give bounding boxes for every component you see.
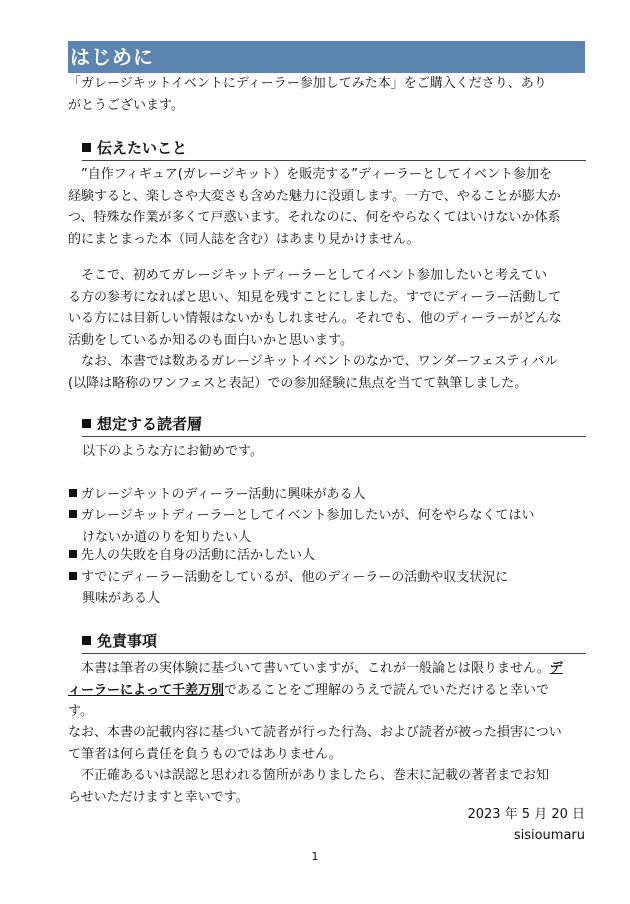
list-item-text: ガレージキットのディーラー活動に興味がある人 xyxy=(81,487,366,502)
date-text: 2023 年 5 月 20 日 xyxy=(467,807,585,822)
disclaimer-paragraph-3 xyxy=(68,765,586,808)
message-paragraph-1 xyxy=(68,164,586,250)
disclaimer-paragraph-1 xyxy=(68,658,586,723)
text-line: いる方には目新しい情報はないかもしれません。それでも、他のディーラーがどんな xyxy=(68,311,562,326)
square-bullet-icon xyxy=(69,572,77,580)
page-title: はじめに xyxy=(68,41,585,73)
intro-line: がとうございます。 xyxy=(68,97,184,113)
section-heading-text: 伝えたいこと xyxy=(97,139,188,157)
list-item-continuation: 興味がある人 xyxy=(82,591,161,606)
text-line: て筆者は何ら責任を負うものではありません。 xyxy=(68,746,342,762)
text-line: そこで、初めてガレージキットディーラーとしてイベント参加したいと考えてい xyxy=(68,268,548,283)
list-item-text: すでにディーラー活動をしているが、他のディーラーの活動や収支状況に xyxy=(81,570,509,585)
text-run: 本書は筆者の実体験に基づいて書いていますが、これが一般論とは限りません。 xyxy=(68,661,550,676)
intro-line: 「ガレージキットイベントにディーラー参加してみた本」をご購入くださり、あり xyxy=(68,76,547,91)
square-bullet-icon xyxy=(82,419,91,428)
disclaimer-paragraph-2 xyxy=(68,722,586,765)
text-line: 活動をしているか知るのも面白いかと思います。 xyxy=(68,332,353,348)
list-item xyxy=(69,545,586,567)
text-line: らせいただけますと幸いです。 xyxy=(68,789,249,805)
text-line: 的にまとまった本（同人誌を含む）はあまり見かけません。 xyxy=(68,231,420,247)
square-bullet-icon xyxy=(69,550,77,558)
square-bullet-icon xyxy=(69,489,77,497)
text-run: であることをご理解のうえで読んでいただけると幸いで xyxy=(224,682,550,698)
list-item xyxy=(69,567,586,589)
readers-lead: 以下のような方にお勧めです。 xyxy=(82,444,263,459)
message-paragraph-2 xyxy=(68,265,586,351)
square-bullet-icon xyxy=(69,510,77,518)
section-heading-message xyxy=(82,137,586,161)
page-number: 1 xyxy=(311,850,319,863)
section-heading-text: 想定する読者層 xyxy=(97,415,203,433)
square-bullet-icon xyxy=(82,636,91,645)
message-paragraph-3 xyxy=(68,351,586,394)
list-item-text: ガレージキットディーラーとしてイベント参加したいが、何をやらなくてはい xyxy=(81,508,535,523)
list-item xyxy=(69,505,586,527)
emphasis-text: ィーラーによって千差万別 xyxy=(68,682,225,698)
text-line: す。 xyxy=(68,704,93,719)
text-line: なお、本書の記載内容に基づいて読者が行った行為、および読者が被った損害につい xyxy=(68,725,562,740)
text-line: ”自作フィギュア(ガレージキット）を販売する”ディーラーとしてイベント参加を xyxy=(68,167,552,182)
section-heading-readers xyxy=(82,413,586,437)
text-line: 経験すると、楽しさや大変さも含めた魅力に没頭します。一方で、やることが膨大か xyxy=(68,188,561,204)
intro-paragraph xyxy=(68,73,586,116)
text-line: つ、特殊な作業が多くて戸惑います。それなのに、何をやらなくてはいけないか体系 xyxy=(68,210,561,225)
list-item-text: 先人の失敗を自身の活動に活かしたい人 xyxy=(81,548,316,563)
text-line: なお、本書では数あるガレージキットイベントのなかで、ワンダーフェスティバル xyxy=(68,354,558,369)
text-line: 不正確あるいは誤認と思われる箇所がありましたら、巻末に記載の著者までお知 xyxy=(68,768,550,783)
text-line: る方の参考になればと思い、知見を残すことにしました。すでにディーラー活動して xyxy=(68,289,562,305)
section-heading-disclaimer xyxy=(82,630,586,654)
author-name: sisioumaru xyxy=(513,828,585,843)
list-item xyxy=(69,484,586,506)
text-line xyxy=(68,680,586,702)
list-item-continuation: けないか道のりを知りたい人 xyxy=(82,530,252,545)
emphasis-text: デ xyxy=(549,661,563,676)
text-line: (以降は略称のワンフェスと表記）での参加経験に焦点を当てて執筆しました。 xyxy=(68,375,528,391)
section-heading-text: 免責事項 xyxy=(97,632,158,650)
text-line xyxy=(68,658,586,680)
square-bullet-icon xyxy=(82,143,91,152)
